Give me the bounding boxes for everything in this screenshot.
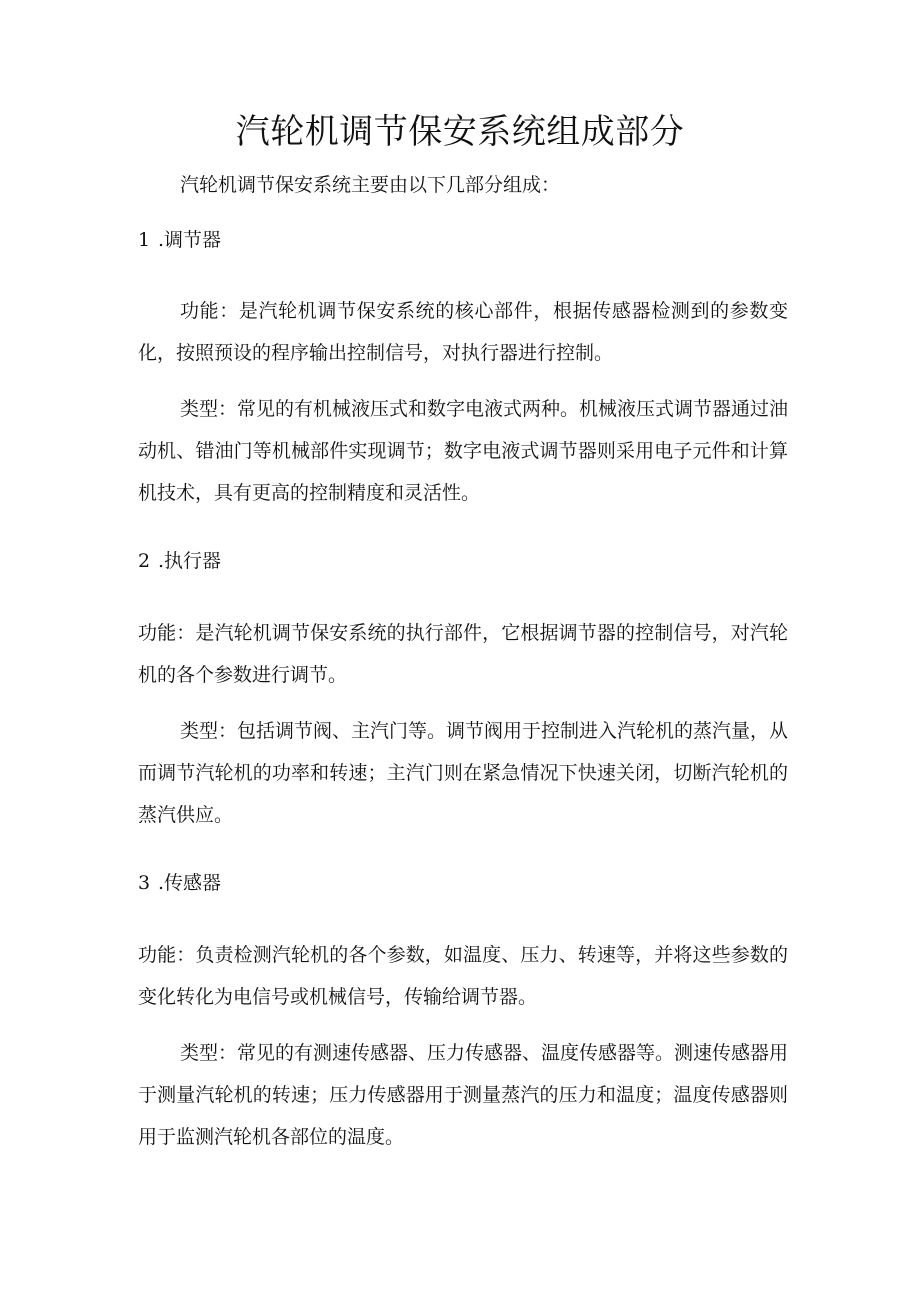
section-type-paragraph: 类型：包括调节阀、主汽门等。调节阀用于控制进入汽轮机的蒸汽量，从而调节汽轮机的功率和转速；主汽门则在紧急情况下快速关闭，切断汽轮机的蒸汽供应。 [138, 720, 789, 826]
section-function-paragraph: 功能：是汽轮机调节保安系统的核心部件，根据传感器检测到的参数变化，按照预设的程序输出控制信号，对执行器进行控制。 [138, 300, 788, 364]
section-function-paragraph: 功能：是汽轮机调节保安系统的执行部件，它根据调节器的控制信号，对汽轮机的各个参数进行调节。 [138, 622, 788, 686]
page-title: 汽轮机调节保安系统组成部分 [235, 112, 685, 152]
section-heading-actuator [138, 540, 221, 582]
section-heading-sensor [138, 862, 221, 904]
section-function-paragraph: 功能：负责检测汽轮机的各个参数，如温度、压力、转速等，并将这些参数的变化转化为电信号或机械信号，传输给调节器。 [138, 944, 788, 1008]
section-type-paragraph: 类型：常见的有机械液压式和数字电液式两种。机械液压式调节器通过油动机、错油门等机械部件实现调节；数字电液式调节器则采用电子元件和计算机技术，具有更高的控制精度和灵活性。 [138, 398, 789, 504]
section-title: .调节器 [158, 229, 222, 251]
intro-paragraph: 汽轮机调节保安系统主要由以下几部分组成： [180, 174, 561, 196]
section-type-paragraph: 类型：常见的有测速传感器、压力传感器、温度传感器等。测速传感器用于测量汽轮机的转速；压力传感器用于测量蒸汽的压力和温度；温度传感器则用于监测汽轮机各部位的温度。 [138, 1042, 789, 1148]
section-title: .执行器 [158, 550, 222, 572]
section-number: 1 [138, 229, 151, 251]
section-number: 3 [138, 872, 151, 894]
section-number: 2 [138, 550, 151, 572]
section-title: .传感器 [158, 872, 222, 894]
section-heading-regulator [138, 219, 221, 261]
